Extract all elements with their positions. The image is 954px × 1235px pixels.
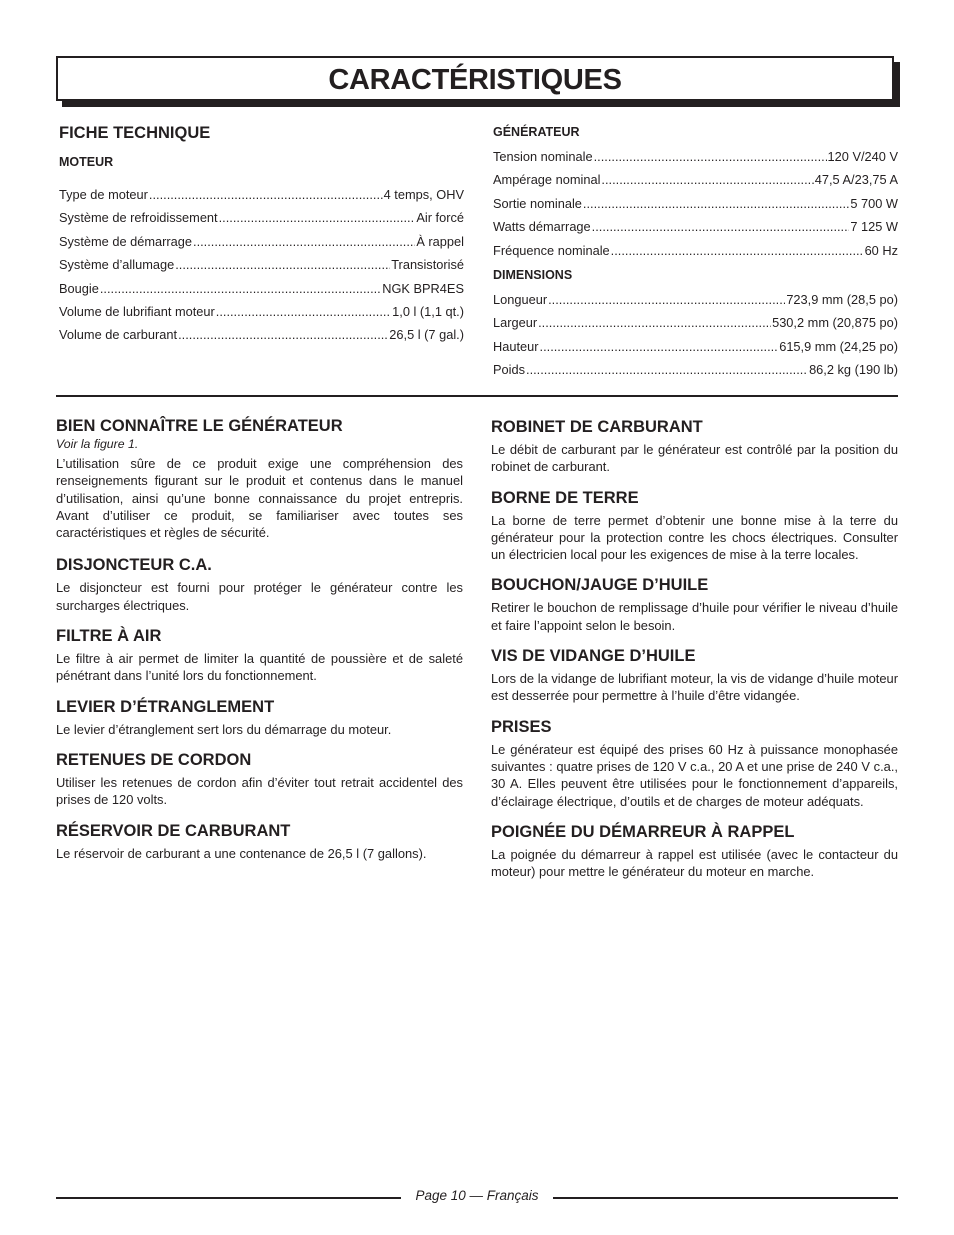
spec-row — [493, 335, 898, 358]
spec-row — [59, 277, 464, 300]
spec-value: 723,9 mm (28,5 po) — [786, 291, 898, 307]
leader-dots — [149, 183, 383, 206]
spec-row — [59, 230, 464, 253]
spec-row — [493, 192, 898, 215]
spec-value: Transistorisé — [391, 257, 464, 273]
section-title: ROBINET DE CARBURANT — [491, 418, 703, 436]
spec-row — [493, 145, 898, 168]
spec-label: Ampérage nominal — [493, 172, 601, 188]
section-title: FILTRE À AIR — [56, 627, 162, 646]
section-retenues — [56, 750, 463, 809]
section-body: Le générateur est équipé des prises 60 Hz à puissance monophasée suivantes : quatre prises de 120 V c.a., 20 A et une prise de 240 V c.a., 30 A. Elles peuvent être utilisées pour le fonctionnement d’appareils, d’éclairage électrique, d’outils et de charges de moteur adéquats. — [491, 741, 898, 809]
page-footer — [0, 1188, 954, 1203]
section-body: Lors de la vidange de lubrifiant moteur, la vis de vidange d’huile moteur est desserrée pour permettre à l’huile d’être vidangée. — [491, 671, 898, 704]
leader-dots — [594, 145, 827, 168]
engine-spec-list — [59, 183, 464, 347]
page-title-box — [56, 56, 894, 101]
figure-reference: Voir la figure 1. — [56, 437, 139, 451]
spec-row — [493, 358, 898, 381]
leader-dots — [540, 335, 779, 358]
spec-label: Watts démarrage — [493, 219, 591, 235]
spec-row — [59, 253, 464, 276]
spec-value: 4 temps, OHV — [383, 187, 464, 202]
features-right-column — [491, 417, 898, 880]
spec-label: Tension nominale — [493, 149, 593, 164]
section-body: Le réservoir de carburant a une contenance de 26,5 l (7 gallons). — [56, 845, 427, 861]
spec-value: 47,5 A/23,75 A — [814, 172, 898, 188]
section-bouchon — [491, 575, 898, 634]
spec-value: Air forcé — [416, 210, 464, 226]
engine-heading: MOTEUR — [59, 155, 114, 169]
section-title: LEVIER D’ÉTRANGLEMENT — [56, 697, 275, 716]
page-number-label: Page 10 — Français — [401, 1188, 552, 1203]
spec-label: Type de moteur — [59, 187, 148, 202]
section-poignee — [491, 822, 898, 881]
page-title: CARACTÉRISTIQUES — [328, 64, 622, 96]
section-robinet — [491, 417, 898, 476]
section-body: Le filtre à air permet de limiter la quantité de poussière et de saleté pénétrant dans l’unité lors du fonctionnement. — [56, 651, 463, 684]
spec-value: 60 Hz — [864, 242, 898, 258]
spec-value: 5 700 W — [850, 195, 898, 211]
section-divider — [56, 395, 898, 397]
spec-row — [59, 323, 464, 346]
spec-row — [59, 183, 464, 206]
section-body: Retirer le bouchon de remplissage d’huile pour vérifier le niveau d’huile et faire l’appoint selon le besoin. — [491, 600, 898, 633]
section-title: RETENUES DE CORDON — [56, 750, 252, 769]
section-bien-connaitre — [56, 416, 463, 541]
section-body: Utiliser les retenues de cordon afin d’éviter tout retrait accidentel des prises de 120 volts. — [56, 774, 463, 808]
section-disjoncteur — [56, 555, 463, 614]
specs-left-column — [59, 122, 464, 347]
section-vis-vidange — [491, 646, 898, 705]
section-title: PRISES — [491, 717, 552, 736]
section-levier — [56, 697, 463, 738]
leader-dots — [178, 323, 388, 346]
spec-value: 86,2 kg (190 lb) — [809, 362, 898, 378]
fiche-technique-heading: FICHE TECHNIQUE — [59, 124, 211, 142]
spec-value: 530,2 mm (20,875 po) — [772, 315, 898, 331]
section-title: POIGNÉE DU DÉMARREUR À RAPPEL — [491, 822, 795, 841]
section-reservoir — [56, 821, 463, 862]
spec-value: 26,5 l (7 gal.) — [389, 327, 464, 343]
leader-dots — [601, 168, 813, 191]
leader-dots — [219, 206, 416, 229]
leader-dots — [526, 358, 808, 381]
spec-value: 120 V/240 V — [827, 149, 898, 164]
spec-value: À rappel — [416, 233, 464, 249]
spec-label: Système d’allumage — [59, 257, 175, 273]
spec-value: 615,9 mm (24,25 po) — [779, 338, 898, 354]
spec-row — [59, 300, 464, 323]
leader-dots — [583, 192, 849, 215]
spec-label: Largeur — [493, 315, 538, 331]
leader-dots — [193, 230, 415, 253]
dimensions-heading: DIMENSIONS — [493, 267, 573, 282]
spec-value: 7 125 W — [850, 219, 898, 235]
leader-dots — [592, 215, 850, 238]
spec-label: Longueur — [493, 291, 548, 307]
spec-label: Poids — [493, 362, 526, 378]
spec-label: Système de refroidissement — [59, 210, 218, 226]
section-body: Le levier d’étranglement sert lors du démarrage du moteur. — [56, 721, 392, 737]
section-body: La borne de terre permet d’obtenir une bonne mise à la terre du générateur pour la protection contre les chocs électriques. Consulter un électricien local pour les exigences de mise à la terre locales. — [491, 512, 898, 563]
section-title: BIEN CONNAÎTRE LE GÉNÉRATEUR — [56, 417, 343, 435]
spec-label: Système de démarrage — [59, 233, 193, 249]
generator-spec-list — [493, 145, 898, 262]
spec-label: Volume de lubrifiant moteur — [59, 303, 215, 319]
section-prises — [491, 717, 898, 810]
section-filtre-air — [56, 626, 463, 685]
spec-value: NGK BPR4ES — [382, 280, 464, 296]
spec-label: Sortie nominale — [493, 195, 582, 211]
spec-row — [493, 311, 898, 334]
section-title: VIS DE VIDANGE D’HUILE — [491, 647, 696, 666]
dimensions-spec-list — [493, 288, 898, 382]
features-left-column — [56, 416, 463, 862]
leader-dots — [100, 277, 381, 300]
leader-dots — [538, 311, 771, 334]
section-body: L’utilisation sûre de ce produit exige une compréhension des renseignements figurant sur le produit et contenus dans le manuel d’utilisation, ainsi qu’une bonne connaissance du projet entrepris. Avant d’utiliser ce produit, se familiariser avec toutes ses caractéristiques et règles de sécurité. — [56, 456, 463, 541]
section-borne-terre — [491, 488, 898, 564]
generator-heading: GÉNÉRATEUR — [493, 125, 580, 139]
spec-row — [493, 288, 898, 311]
spec-row — [493, 239, 898, 262]
section-title: BORNE DE TERRE — [491, 488, 639, 507]
spec-row — [493, 215, 898, 238]
section-title: BOUCHON/JAUGE D’HUILE — [491, 576, 709, 595]
section-body: La poignée du démarreur à rappel est utilisée (avec le contacteur du moteur) pour mettre le générateur du moteur en marche. — [491, 846, 898, 880]
spec-label: Fréquence nominale — [493, 242, 610, 258]
leader-dots — [548, 288, 785, 311]
spec-label: Bougie — [59, 280, 99, 296]
section-title: DISJONCTEUR C.A. — [56, 556, 212, 575]
spec-row — [493, 168, 898, 191]
leader-dots — [216, 300, 391, 323]
leader-dots — [175, 253, 390, 276]
section-body: Le disjoncteur est fourni pour protéger le générateur contre les surcharges électriques. — [56, 580, 463, 613]
specs-right-column — [493, 124, 898, 382]
section-title: RÉSERVOIR DE CARBURANT — [56, 821, 291, 840]
spec-value: 1,0 l (1,1 qt.) — [392, 303, 464, 319]
leader-dots — [611, 239, 864, 262]
spec-row — [59, 206, 464, 229]
section-body: Le débit de carburant par le générateur est contrôlé par la position du robinet de carburant. — [491, 442, 898, 475]
spec-label: Volume de carburant — [59, 327, 178, 343]
spec-label: Hauteur — [493, 338, 539, 354]
